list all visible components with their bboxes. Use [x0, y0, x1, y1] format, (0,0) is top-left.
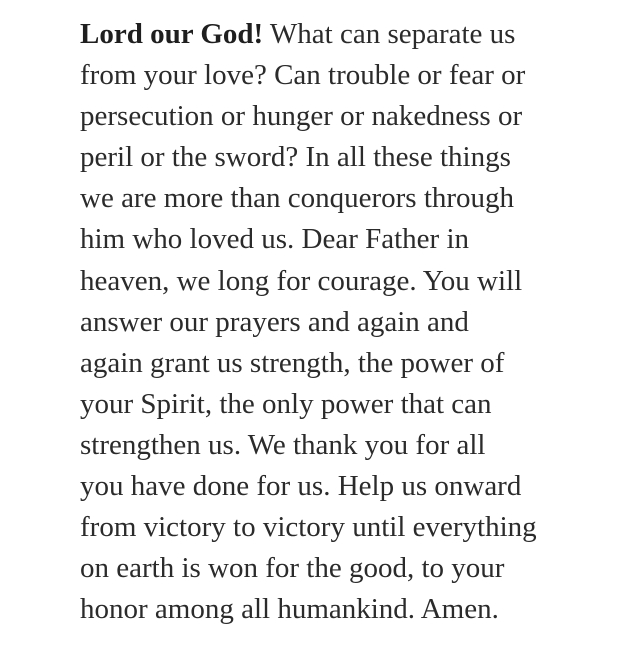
- prayer-heading: Lord our God!: [80, 18, 264, 50]
- prayer-line-6: him who loved us. Dear Father in: [80, 223, 470, 256]
- prayer-line-4: peril or the sword? In all these things: [80, 141, 511, 174]
- prayer-line-10: your Spirit, the only power that can: [80, 387, 492, 420]
- prayer-line-13: from victory to victory until everything: [80, 511, 537, 544]
- prayer-line-7: heaven, we long for courage. You will: [80, 264, 523, 297]
- prayer-line-1: [80, 14, 620, 55]
- prayer-line-9: again grant us strength, the power of: [80, 346, 505, 379]
- prayer-line-11: strengthen us. We thank you for all: [80, 428, 486, 461]
- prayer-line-2: from your love? Can trouble or fear or: [80, 59, 526, 92]
- prayer-text: [80, 14, 620, 630]
- prayer-line-text: What can separate us: [263, 18, 516, 50]
- prayer-line-15: honor among all humankind. Amen.: [80, 593, 499, 626]
- prayer-line-3: persecution or hunger or nakedness or: [80, 100, 523, 133]
- prayer-line-5: we are more than conquerors through: [80, 182, 515, 215]
- prayer-line-14: on earth is won for the good, to your: [80, 552, 505, 585]
- prayer-line-12: you have done for us. Help us onward: [80, 470, 522, 503]
- prayer-line-8: answer our prayers and again and: [80, 305, 469, 338]
